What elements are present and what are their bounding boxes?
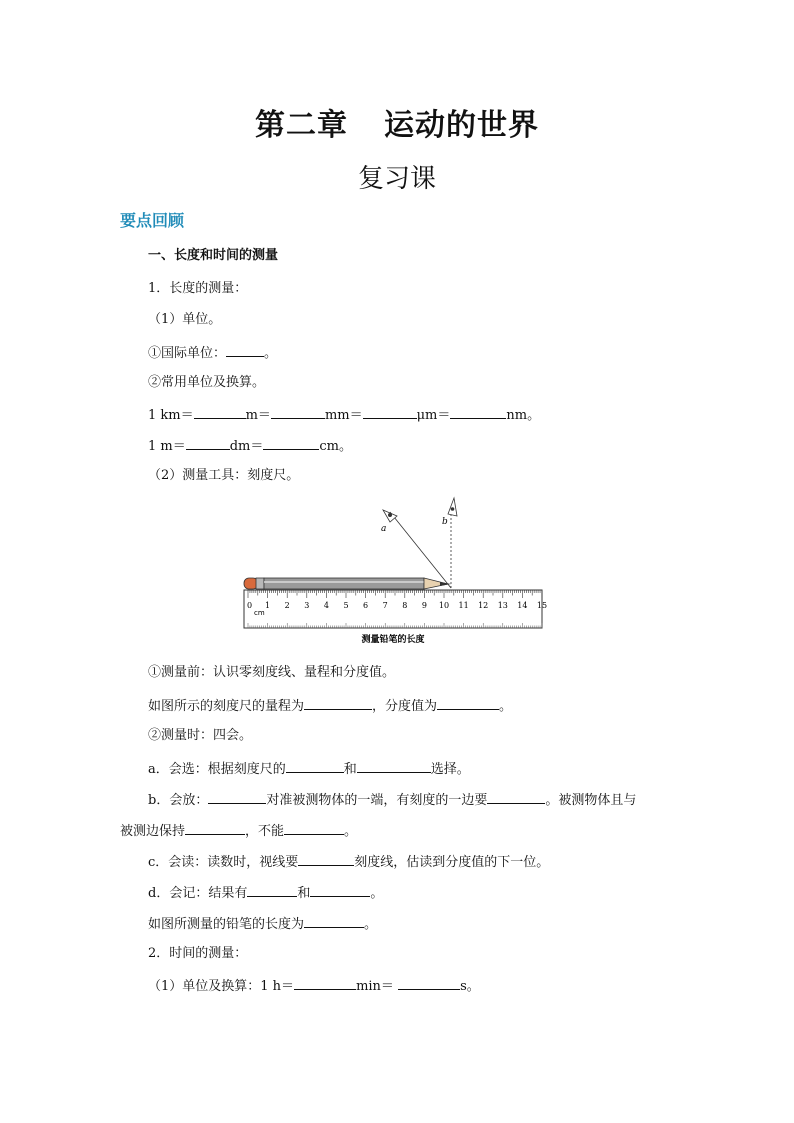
- si-unit-end: 。: [264, 346, 278, 361]
- chapter-number: 第二章: [255, 108, 348, 143]
- pencil-text-a: 如图所测量的铅笔的长度为: [148, 917, 305, 932]
- tick-label: 8: [402, 601, 408, 610]
- answer-blank[interactable]: [271, 404, 325, 419]
- read-text-b: 刻度线，估读到分度值的下一位。: [354, 855, 550, 870]
- place2-text-c: 。: [344, 824, 358, 839]
- answer-blank[interactable]: [286, 758, 344, 773]
- answer-blank[interactable]: [487, 789, 545, 804]
- topic-heading: 一、长度和时间的测量: [148, 248, 279, 263]
- conv1-text-d: μm＝: [416, 408, 451, 423]
- answer-blank[interactable]: [226, 342, 264, 357]
- answer-blank[interactable]: [208, 789, 266, 804]
- answer-blank[interactable]: [304, 913, 364, 928]
- tick-label: 6: [363, 601, 369, 610]
- time-text-b: min＝: [356, 979, 399, 994]
- place-line-1: [148, 789, 636, 811]
- answer-blank[interactable]: [304, 695, 372, 710]
- answer-blank[interactable]: [194, 404, 246, 419]
- range-text-a: 如图所示的刻度尺的量程为: [148, 699, 305, 714]
- length-measurement-title: 1．长度的测量：: [148, 281, 248, 296]
- chapter-name: 运动的世界: [384, 108, 539, 143]
- place-text-c: 。被测物体且与: [545, 793, 637, 808]
- pencil-length-line: [148, 913, 377, 935]
- place-line-2: [120, 820, 357, 842]
- tool-subheading: （2）测量工具：刻度尺。: [148, 468, 300, 483]
- answer-blank[interactable]: [363, 404, 417, 419]
- select-text-c: 选择。: [430, 762, 470, 777]
- conversion-line-2: [148, 435, 352, 457]
- answer-blank[interactable]: [294, 975, 356, 990]
- place-text-a: b．会放：: [148, 793, 209, 808]
- time-text-c: s。: [460, 979, 480, 994]
- answer-blank[interactable]: [398, 975, 460, 990]
- range-question-line: [148, 695, 512, 717]
- tick-label: 4: [323, 601, 329, 610]
- pencil-text-b: 。: [364, 917, 378, 932]
- answer-blank[interactable]: [284, 820, 344, 835]
- tick-label: 3: [304, 601, 310, 610]
- answer-blank[interactable]: [357, 758, 431, 773]
- tick-label: 7: [382, 601, 388, 610]
- answer-blank[interactable]: [437, 695, 499, 710]
- pencil-body: [264, 578, 424, 589]
- si-unit-line: [148, 342, 277, 364]
- conv2-text-b: dm＝: [229, 439, 264, 454]
- answer-blank[interactable]: [298, 851, 354, 866]
- answer-blank[interactable]: [310, 882, 370, 897]
- before-measure-line: ①测量前：认识零刻度线、量程和分度值。: [148, 665, 396, 680]
- tick-label: 9: [421, 601, 427, 610]
- lesson-subtitle: 复习课: [357, 164, 436, 194]
- select-text-a: a．会选：根据刻度尺的: [148, 762, 286, 777]
- tick-label: 14: [517, 601, 528, 610]
- record-text-c: 。: [370, 886, 384, 901]
- tick-label: 2: [284, 601, 290, 610]
- conv2-text-a: 1 m＝: [148, 439, 186, 454]
- record-text-a: d．会记：结果有: [148, 886, 248, 901]
- label-b: b: [442, 517, 448, 527]
- conv1-text-b: m＝: [245, 408, 271, 423]
- range-text-b: ，分度值为: [372, 699, 438, 714]
- ruler-unit: cm: [254, 609, 265, 617]
- time-conversion-line: [148, 975, 480, 997]
- place2-text-b: ，不能: [245, 824, 285, 839]
- record-text-b: 和: [297, 886, 311, 901]
- pencil: [244, 578, 451, 589]
- answer-blank[interactable]: [450, 404, 506, 419]
- si-unit-text: ①国际单位：: [148, 346, 227, 361]
- ruler-figure: [240, 496, 546, 650]
- tick-label: 11: [458, 601, 469, 610]
- ruler-diagram: [240, 496, 546, 650]
- place-text-b: 对准被测物体的一端，有刻度的一边要: [266, 793, 488, 808]
- figure-caption: 测量铅笔的长度: [361, 635, 425, 645]
- tick-label: 5: [343, 601, 349, 610]
- select-text-b: 和: [343, 762, 357, 777]
- tick-label: 10: [438, 601, 450, 610]
- tick-label: 15: [536, 601, 548, 610]
- answer-blank[interactable]: [247, 882, 297, 897]
- eye-b-icon: [448, 498, 457, 516]
- tick-label: 12: [478, 601, 489, 610]
- time-text-a: （1）单位及换算：1 h＝: [148, 979, 295, 994]
- range-text-c: 。: [499, 699, 513, 714]
- tick-label: 1: [265, 601, 271, 610]
- section-heading: 要点回顾: [120, 211, 185, 230]
- answer-blank[interactable]: [263, 435, 319, 450]
- conversion-line-1: [148, 404, 540, 426]
- pencil-ferrule: [256, 578, 264, 589]
- place2-text-a: 被测边保持: [120, 824, 186, 839]
- tick-label: 0: [247, 601, 253, 610]
- common-units-line: ②常用单位及换算。: [148, 375, 266, 390]
- chapter-title: [0, 100, 794, 144]
- record-line: [148, 882, 383, 904]
- label-a: a: [381, 524, 387, 534]
- conv2-text-c: cm。: [319, 439, 352, 454]
- read-text-a: c．会读：读数时，视线要: [148, 855, 299, 870]
- conv1-text-a: 1 km＝: [148, 408, 194, 423]
- read-line: [148, 851, 549, 873]
- unit-subheading: （1）单位。: [148, 312, 222, 327]
- select-line: [148, 758, 470, 780]
- conv1-text-e: nm。: [506, 408, 541, 423]
- tick-label: 13: [497, 601, 508, 610]
- during-measure-line: ②测量时：四会。: [148, 728, 253, 743]
- time-measurement-title: 2．时间的测量：: [148, 946, 248, 961]
- answer-blank[interactable]: [186, 435, 230, 450]
- conv1-text-c: mm＝: [324, 408, 363, 423]
- answer-blank[interactable]: [185, 820, 245, 835]
